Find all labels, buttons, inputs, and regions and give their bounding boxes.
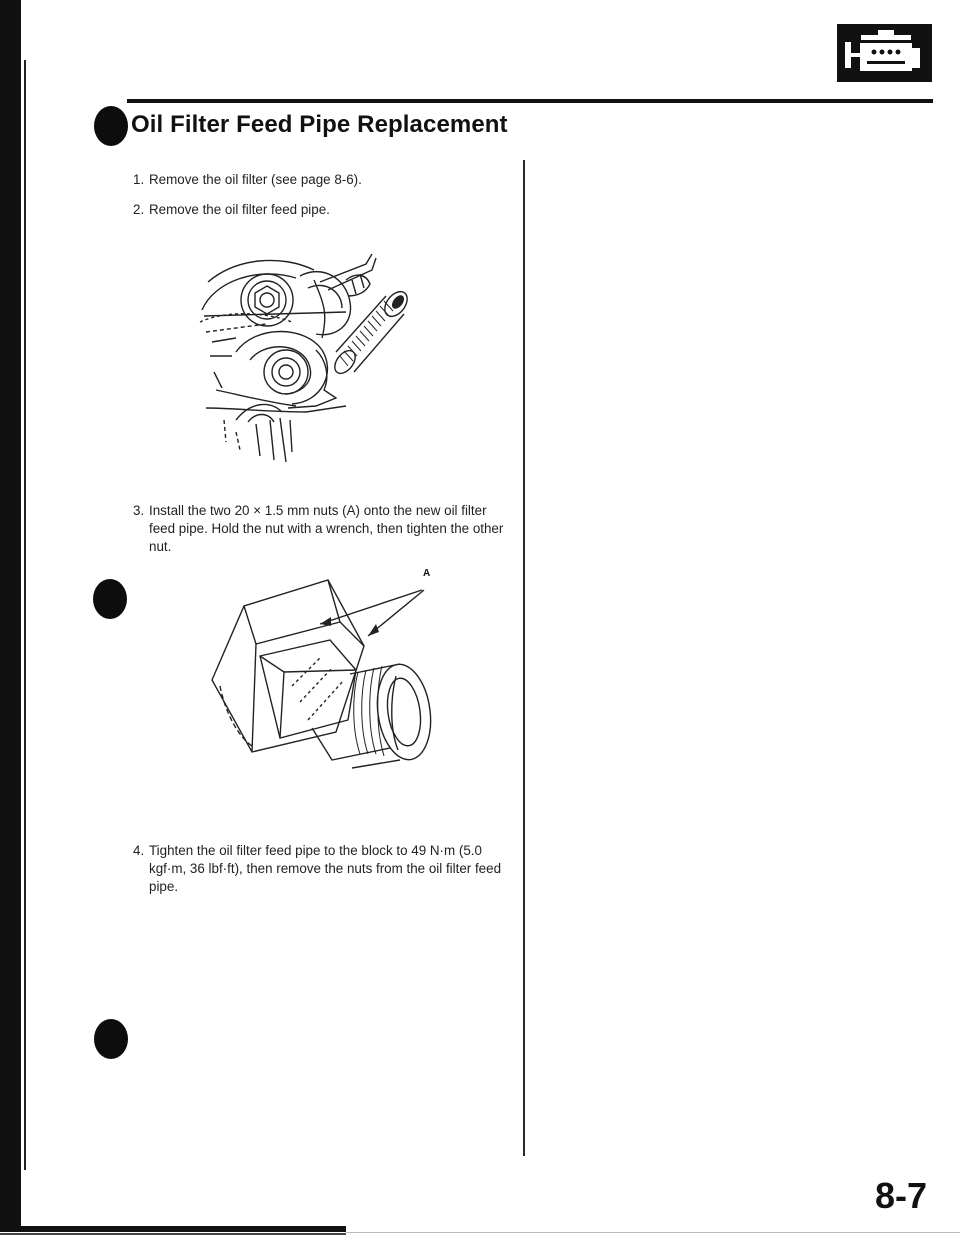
- header-rule: [127, 99, 933, 103]
- bottom-rule-faint: [346, 1232, 960, 1233]
- section-tab-dot: [94, 1019, 128, 1059]
- binding-bar: [0, 0, 21, 1226]
- step-4: [133, 842, 509, 896]
- engine-icon: [837, 24, 932, 82]
- step-text: Install the two 20 × 1.5 mm nuts (A) onto the new oil filter feed pipe. Hold the nut with a wrench, then tighten the other nut.: [149, 503, 504, 554]
- step-text: Remove the oil filter feed pipe.: [149, 202, 330, 217]
- bottom-rule-thin: [0, 1233, 346, 1235]
- nut-installation-figure: [200, 560, 450, 820]
- binding-edge-line: [24, 60, 26, 1170]
- step-2: [133, 201, 509, 219]
- step-number: 3.: [133, 503, 145, 518]
- feed-pipe-removal-figure: [196, 252, 426, 462]
- bottom-rule: [0, 1226, 346, 1232]
- step-number: 2.: [133, 202, 145, 217]
- callout-label-a: A: [423, 568, 431, 579]
- section-tab-dot: [94, 106, 128, 146]
- page-title: Oil Filter Feed Pipe Replacement: [131, 111, 508, 138]
- step-text: Remove the oil filter (see page 8-6).: [149, 172, 362, 187]
- column-divider: [523, 160, 525, 1156]
- step-text: Tighten the oil filter feed pipe to the block to 49 N·m (5.0 kgf·m, 36 lbf·ft), then remove the nuts from the oil filter feed pipe.: [149, 843, 502, 894]
- step-1: [133, 171, 509, 189]
- section-tab-dot: [93, 579, 127, 619]
- step-3: [133, 502, 509, 556]
- step-number: 4.: [133, 843, 145, 858]
- page-number: 8-7: [874, 1175, 927, 1216]
- step-number: 1.: [133, 172, 145, 187]
